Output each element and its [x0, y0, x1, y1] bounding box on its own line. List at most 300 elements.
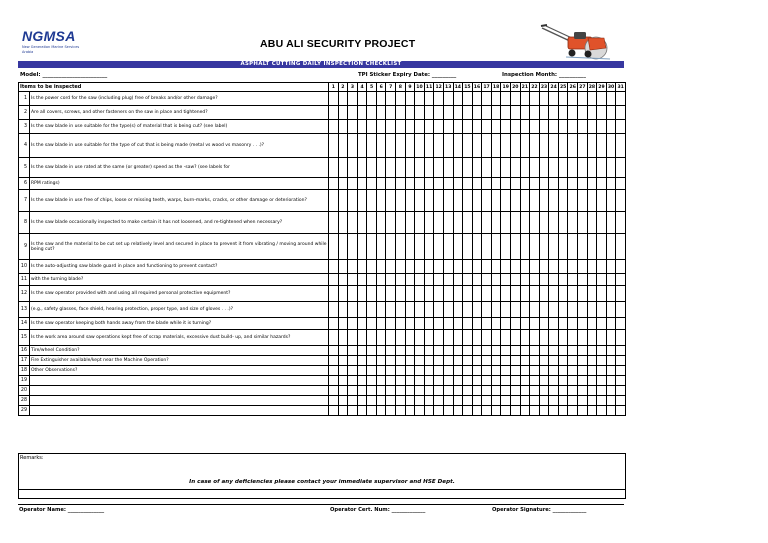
- day-check-cell[interactable]: [597, 330, 607, 346]
- day-check-cell[interactable]: [415, 190, 425, 212]
- day-check-cell[interactable]: [568, 106, 578, 120]
- day-check-cell[interactable]: [472, 286, 482, 302]
- day-check-cell[interactable]: [463, 274, 473, 286]
- day-check-cell[interactable]: [520, 356, 530, 366]
- day-check-cell[interactable]: [491, 346, 501, 356]
- day-check-cell[interactable]: [396, 274, 406, 286]
- day-check-cell[interactable]: [482, 92, 492, 106]
- day-check-cell[interactable]: [482, 386, 492, 396]
- day-check-cell[interactable]: [549, 366, 559, 376]
- day-check-cell[interactable]: [501, 356, 511, 366]
- day-check-cell[interactable]: [549, 260, 559, 274]
- day-check-cell[interactable]: [463, 302, 473, 318]
- day-check-cell[interactable]: [616, 190, 626, 212]
- day-check-cell[interactable]: [558, 106, 568, 120]
- day-check-cell[interactable]: [348, 234, 358, 260]
- day-check-cell[interactable]: [616, 120, 626, 134]
- day-check-cell[interactable]: [357, 92, 367, 106]
- day-check-cell[interactable]: [376, 260, 386, 274]
- day-check-cell[interactable]: [386, 396, 396, 406]
- day-check-cell[interactable]: [415, 234, 425, 260]
- day-check-cell[interactable]: [568, 356, 578, 366]
- day-check-cell[interactable]: [396, 92, 406, 106]
- day-check-cell[interactable]: [357, 376, 367, 386]
- day-check-cell[interactable]: [338, 234, 348, 260]
- day-check-cell[interactable]: [329, 376, 339, 386]
- day-check-cell[interactable]: [549, 234, 559, 260]
- day-check-cell[interactable]: [511, 376, 521, 386]
- day-check-cell[interactable]: [578, 406, 588, 416]
- day-check-cell[interactable]: [501, 178, 511, 190]
- day-check-cell[interactable]: [520, 158, 530, 178]
- day-check-cell[interactable]: [415, 376, 425, 386]
- day-check-cell[interactable]: [472, 302, 482, 318]
- day-check-cell[interactable]: [424, 346, 434, 356]
- day-check-cell[interactable]: [587, 366, 597, 376]
- day-check-cell[interactable]: [530, 106, 540, 120]
- day-check-cell[interactable]: [415, 302, 425, 318]
- day-check-cell[interactable]: [491, 330, 501, 346]
- day-check-cell[interactable]: [606, 376, 616, 386]
- day-check-cell[interactable]: [501, 234, 511, 260]
- day-check-cell[interactable]: [472, 318, 482, 330]
- day-check-cell[interactable]: [338, 346, 348, 356]
- day-check-cell[interactable]: [482, 302, 492, 318]
- day-check-cell[interactable]: [606, 178, 616, 190]
- day-check-cell[interactable]: [367, 212, 377, 234]
- day-check-cell[interactable]: [329, 178, 339, 190]
- day-check-cell[interactable]: [491, 260, 501, 274]
- day-check-cell[interactable]: [530, 92, 540, 106]
- day-check-cell[interactable]: [453, 302, 463, 318]
- day-check-cell[interactable]: [587, 134, 597, 158]
- day-check-cell[interactable]: [357, 134, 367, 158]
- day-check-cell[interactable]: [405, 376, 415, 386]
- day-check-cell[interactable]: [434, 396, 444, 406]
- day-check-cell[interactable]: [491, 318, 501, 330]
- day-check-cell[interactable]: [453, 286, 463, 302]
- day-check-cell[interactable]: [578, 366, 588, 376]
- day-check-cell[interactable]: [434, 260, 444, 274]
- day-check-cell[interactable]: [329, 302, 339, 318]
- day-check-cell[interactable]: [405, 330, 415, 346]
- day-check-cell[interactable]: [530, 134, 540, 158]
- day-check-cell[interactable]: [597, 158, 607, 178]
- day-check-cell[interactable]: [539, 346, 549, 356]
- day-check-cell[interactable]: [568, 178, 578, 190]
- day-check-cell[interactable]: [491, 356, 501, 366]
- day-check-cell[interactable]: [443, 376, 453, 386]
- day-check-cell[interactable]: [463, 366, 473, 376]
- day-check-cell[interactable]: [434, 120, 444, 134]
- day-check-cell[interactable]: [367, 286, 377, 302]
- day-check-cell[interactable]: [558, 274, 568, 286]
- day-check-cell[interactable]: [434, 158, 444, 178]
- day-check-cell[interactable]: [463, 396, 473, 406]
- day-check-cell[interactable]: [338, 158, 348, 178]
- day-check-cell[interactable]: [376, 274, 386, 286]
- day-check-cell[interactable]: [616, 318, 626, 330]
- day-check-cell[interactable]: [434, 234, 444, 260]
- day-check-cell[interactable]: [530, 190, 540, 212]
- day-check-cell[interactable]: [367, 366, 377, 376]
- day-check-cell[interactable]: [472, 366, 482, 376]
- day-check-cell[interactable]: [520, 406, 530, 416]
- day-check-cell[interactable]: [616, 178, 626, 190]
- day-check-cell[interactable]: [558, 158, 568, 178]
- day-check-cell[interactable]: [338, 386, 348, 396]
- day-check-cell[interactable]: [501, 260, 511, 274]
- day-check-cell[interactable]: [415, 386, 425, 396]
- day-check-cell[interactable]: [329, 120, 339, 134]
- day-check-cell[interactable]: [491, 120, 501, 134]
- day-check-cell[interactable]: [568, 274, 578, 286]
- day-check-cell[interactable]: [558, 406, 568, 416]
- day-check-cell[interactable]: [568, 386, 578, 396]
- day-check-cell[interactable]: [453, 356, 463, 366]
- day-check-cell[interactable]: [606, 212, 616, 234]
- day-check-cell[interactable]: [329, 234, 339, 260]
- day-check-cell[interactable]: [463, 330, 473, 346]
- day-check-cell[interactable]: [463, 318, 473, 330]
- day-check-cell[interactable]: [329, 134, 339, 158]
- day-check-cell[interactable]: [491, 158, 501, 178]
- day-check-cell[interactable]: [597, 234, 607, 260]
- day-check-cell[interactable]: [424, 302, 434, 318]
- day-check-cell[interactable]: [606, 92, 616, 106]
- day-check-cell[interactable]: [396, 134, 406, 158]
- day-check-cell[interactable]: [338, 120, 348, 134]
- day-check-cell[interactable]: [587, 318, 597, 330]
- day-check-cell[interactable]: [376, 92, 386, 106]
- day-check-cell[interactable]: [549, 286, 559, 302]
- day-check-cell[interactable]: [386, 158, 396, 178]
- day-check-cell[interactable]: [405, 106, 415, 120]
- day-check-cell[interactable]: [616, 386, 626, 396]
- day-check-cell[interactable]: [606, 406, 616, 416]
- day-check-cell[interactable]: [434, 330, 444, 346]
- day-check-cell[interactable]: [348, 92, 358, 106]
- day-check-cell[interactable]: [386, 274, 396, 286]
- day-check-cell[interactable]: [376, 356, 386, 366]
- day-check-cell[interactable]: [578, 318, 588, 330]
- day-check-cell[interactable]: [520, 234, 530, 260]
- day-check-cell[interactable]: [520, 120, 530, 134]
- day-check-cell[interactable]: [597, 274, 607, 286]
- day-check-cell[interactable]: [396, 386, 406, 396]
- day-check-cell[interactable]: [348, 274, 358, 286]
- day-check-cell[interactable]: [434, 190, 444, 212]
- day-check-cell[interactable]: [348, 406, 358, 416]
- day-check-cell[interactable]: [578, 120, 588, 134]
- day-check-cell[interactable]: [357, 260, 367, 274]
- day-check-cell[interactable]: [443, 396, 453, 406]
- day-check-cell[interactable]: [587, 330, 597, 346]
- day-check-cell[interactable]: [530, 212, 540, 234]
- day-check-cell[interactable]: [443, 234, 453, 260]
- day-check-cell[interactable]: [558, 178, 568, 190]
- day-check-cell[interactable]: [491, 190, 501, 212]
- day-check-cell[interactable]: [329, 406, 339, 416]
- day-check-cell[interactable]: [511, 158, 521, 178]
- day-check-cell[interactable]: [482, 366, 492, 376]
- day-check-cell[interactable]: [578, 356, 588, 366]
- day-check-cell[interactable]: [549, 356, 559, 366]
- day-check-cell[interactable]: [463, 376, 473, 386]
- day-check-cell[interactable]: [587, 234, 597, 260]
- day-check-cell[interactable]: [463, 158, 473, 178]
- day-check-cell[interactable]: [549, 212, 559, 234]
- day-check-cell[interactable]: [338, 260, 348, 274]
- operator-signature-field[interactable]: Operator Signature: _____________: [492, 507, 587, 513]
- day-check-cell[interactable]: [578, 396, 588, 406]
- day-check-cell[interactable]: [463, 286, 473, 302]
- day-check-cell[interactable]: [376, 286, 386, 302]
- day-check-cell[interactable]: [539, 318, 549, 330]
- day-check-cell[interactable]: [415, 106, 425, 120]
- day-check-cell[interactable]: [501, 134, 511, 158]
- day-check-cell[interactable]: [501, 92, 511, 106]
- day-check-cell[interactable]: [376, 212, 386, 234]
- day-check-cell[interactable]: [329, 356, 339, 366]
- day-check-cell[interactable]: [396, 330, 406, 346]
- day-check-cell[interactable]: [482, 396, 492, 406]
- remarks-box[interactable]: [18, 453, 626, 490]
- day-check-cell[interactable]: [415, 134, 425, 158]
- day-check-cell[interactable]: [348, 376, 358, 386]
- day-check-cell[interactable]: [415, 396, 425, 406]
- day-check-cell[interactable]: [367, 158, 377, 178]
- day-check-cell[interactable]: [405, 212, 415, 234]
- day-check-cell[interactable]: [539, 120, 549, 134]
- day-check-cell[interactable]: [405, 178, 415, 190]
- day-check-cell[interactable]: [338, 106, 348, 120]
- day-check-cell[interactable]: [511, 356, 521, 366]
- day-check-cell[interactable]: [482, 260, 492, 274]
- day-check-cell[interactable]: [348, 134, 358, 158]
- day-check-cell[interactable]: [443, 274, 453, 286]
- day-check-cell[interactable]: [597, 318, 607, 330]
- day-check-cell[interactable]: [587, 302, 597, 318]
- day-check-cell[interactable]: [491, 302, 501, 318]
- day-check-cell[interactable]: [558, 346, 568, 356]
- day-check-cell[interactable]: [511, 366, 521, 376]
- day-check-cell[interactable]: [396, 286, 406, 302]
- day-check-cell[interactable]: [405, 302, 415, 318]
- day-check-cell[interactable]: [472, 260, 482, 274]
- day-check-cell[interactable]: [530, 120, 540, 134]
- day-check-cell[interactable]: [549, 134, 559, 158]
- day-check-cell[interactable]: [376, 376, 386, 386]
- day-check-cell[interactable]: [396, 234, 406, 260]
- day-check-cell[interactable]: [511, 396, 521, 406]
- day-check-cell[interactable]: [396, 366, 406, 376]
- day-check-cell[interactable]: [578, 376, 588, 386]
- inspection-month-field[interactable]: Inspection Month: __________: [502, 72, 586, 78]
- day-check-cell[interactable]: [463, 386, 473, 396]
- day-check-cell[interactable]: [491, 286, 501, 302]
- day-check-cell[interactable]: [415, 346, 425, 356]
- day-check-cell[interactable]: [616, 366, 626, 376]
- day-check-cell[interactable]: [558, 356, 568, 366]
- day-check-cell[interactable]: [568, 302, 578, 318]
- day-check-cell[interactable]: [424, 274, 434, 286]
- day-check-cell[interactable]: [396, 120, 406, 134]
- day-check-cell[interactable]: [616, 274, 626, 286]
- day-check-cell[interactable]: [616, 346, 626, 356]
- day-check-cell[interactable]: [443, 190, 453, 212]
- day-check-cell[interactable]: [396, 302, 406, 318]
- day-check-cell[interactable]: [367, 356, 377, 366]
- day-check-cell[interactable]: [405, 92, 415, 106]
- day-check-cell[interactable]: [434, 386, 444, 396]
- day-check-cell[interactable]: [606, 356, 616, 366]
- day-check-cell[interactable]: [357, 178, 367, 190]
- day-check-cell[interactable]: [463, 212, 473, 234]
- day-check-cell[interactable]: [578, 346, 588, 356]
- day-check-cell[interactable]: [606, 234, 616, 260]
- day-check-cell[interactable]: [558, 120, 568, 134]
- day-check-cell[interactable]: [348, 286, 358, 302]
- day-check-cell[interactable]: [396, 106, 406, 120]
- day-check-cell[interactable]: [453, 346, 463, 356]
- day-check-cell[interactable]: [539, 134, 549, 158]
- day-check-cell[interactable]: [558, 92, 568, 106]
- day-check-cell[interactable]: [357, 366, 367, 376]
- day-check-cell[interactable]: [386, 406, 396, 416]
- day-check-cell[interactable]: [520, 190, 530, 212]
- day-check-cell[interactable]: [424, 212, 434, 234]
- day-check-cell[interactable]: [443, 346, 453, 356]
- day-check-cell[interactable]: [606, 120, 616, 134]
- day-check-cell[interactable]: [329, 106, 339, 120]
- day-check-cell[interactable]: [549, 106, 559, 120]
- day-check-cell[interactable]: [616, 158, 626, 178]
- day-check-cell[interactable]: [549, 318, 559, 330]
- day-check-cell[interactable]: [405, 318, 415, 330]
- day-check-cell[interactable]: [587, 406, 597, 416]
- day-check-cell[interactable]: [520, 318, 530, 330]
- day-check-cell[interactable]: [472, 92, 482, 106]
- day-check-cell[interactable]: [491, 386, 501, 396]
- day-check-cell[interactable]: [482, 318, 492, 330]
- day-check-cell[interactable]: [606, 366, 616, 376]
- day-check-cell[interactable]: [376, 190, 386, 212]
- day-check-cell[interactable]: [357, 356, 367, 366]
- day-check-cell[interactable]: [539, 274, 549, 286]
- day-check-cell[interactable]: [424, 366, 434, 376]
- day-check-cell[interactable]: [405, 286, 415, 302]
- day-check-cell[interactable]: [338, 178, 348, 190]
- day-check-cell[interactable]: [386, 286, 396, 302]
- day-check-cell[interactable]: [396, 318, 406, 330]
- day-check-cell[interactable]: [472, 330, 482, 346]
- day-check-cell[interactable]: [482, 178, 492, 190]
- day-check-cell[interactable]: [453, 212, 463, 234]
- day-check-cell[interactable]: [482, 274, 492, 286]
- day-check-cell[interactable]: [396, 346, 406, 356]
- day-check-cell[interactable]: [415, 260, 425, 274]
- day-check-cell[interactable]: [606, 302, 616, 318]
- day-check-cell[interactable]: [367, 178, 377, 190]
- day-check-cell[interactable]: [472, 134, 482, 158]
- day-check-cell[interactable]: [396, 396, 406, 406]
- day-check-cell[interactable]: [539, 302, 549, 318]
- day-check-cell[interactable]: [482, 190, 492, 212]
- day-check-cell[interactable]: [357, 302, 367, 318]
- day-check-cell[interactable]: [424, 396, 434, 406]
- day-check-cell[interactable]: [472, 406, 482, 416]
- day-check-cell[interactable]: [348, 346, 358, 356]
- day-check-cell[interactable]: [472, 120, 482, 134]
- day-check-cell[interactable]: [463, 356, 473, 366]
- day-check-cell[interactable]: [424, 158, 434, 178]
- day-check-cell[interactable]: [587, 178, 597, 190]
- day-check-cell[interactable]: [606, 158, 616, 178]
- day-check-cell[interactable]: [491, 106, 501, 120]
- day-check-cell[interactable]: [386, 190, 396, 212]
- day-check-cell[interactable]: [616, 92, 626, 106]
- day-check-cell[interactable]: [463, 406, 473, 416]
- day-check-cell[interactable]: [558, 330, 568, 346]
- day-check-cell[interactable]: [597, 396, 607, 406]
- day-check-cell[interactable]: [616, 260, 626, 274]
- day-check-cell[interactable]: [434, 92, 444, 106]
- day-check-cell[interactable]: [578, 134, 588, 158]
- day-check-cell[interactable]: [386, 120, 396, 134]
- day-check-cell[interactable]: [578, 212, 588, 234]
- day-check-cell[interactable]: [482, 134, 492, 158]
- day-check-cell[interactable]: [606, 106, 616, 120]
- day-check-cell[interactable]: [511, 260, 521, 274]
- day-check-cell[interactable]: [396, 190, 406, 212]
- day-check-cell[interactable]: [520, 274, 530, 286]
- day-check-cell[interactable]: [443, 356, 453, 366]
- day-check-cell[interactable]: [329, 386, 339, 396]
- day-check-cell[interactable]: [491, 178, 501, 190]
- day-check-cell[interactable]: [530, 376, 540, 386]
- day-check-cell[interactable]: [520, 212, 530, 234]
- model-field[interactable]: Model: ________________________: [20, 72, 108, 78]
- day-check-cell[interactable]: [616, 406, 626, 416]
- day-check-cell[interactable]: [443, 92, 453, 106]
- day-check-cell[interactable]: [558, 366, 568, 376]
- day-check-cell[interactable]: [482, 330, 492, 346]
- day-check-cell[interactable]: [568, 366, 578, 376]
- day-check-cell[interactable]: [511, 330, 521, 346]
- day-check-cell[interactable]: [348, 106, 358, 120]
- day-check-cell[interactable]: [357, 158, 367, 178]
- day-check-cell[interactable]: [443, 212, 453, 234]
- day-check-cell[interactable]: [616, 302, 626, 318]
- day-check-cell[interactable]: [405, 158, 415, 178]
- day-check-cell[interactable]: [463, 106, 473, 120]
- day-check-cell[interactable]: [415, 330, 425, 346]
- day-check-cell[interactable]: [530, 274, 540, 286]
- day-check-cell[interactable]: [348, 302, 358, 318]
- day-check-cell[interactable]: [396, 158, 406, 178]
- day-check-cell[interactable]: [530, 396, 540, 406]
- day-check-cell[interactable]: [491, 212, 501, 234]
- day-check-cell[interactable]: [520, 286, 530, 302]
- day-check-cell[interactable]: [472, 346, 482, 356]
- day-check-cell[interactable]: [386, 386, 396, 396]
- day-check-cell[interactable]: [520, 260, 530, 274]
- day-check-cell[interactable]: [597, 302, 607, 318]
- day-check-cell[interactable]: [530, 302, 540, 318]
- day-check-cell[interactable]: [443, 386, 453, 396]
- day-check-cell[interactable]: [386, 178, 396, 190]
